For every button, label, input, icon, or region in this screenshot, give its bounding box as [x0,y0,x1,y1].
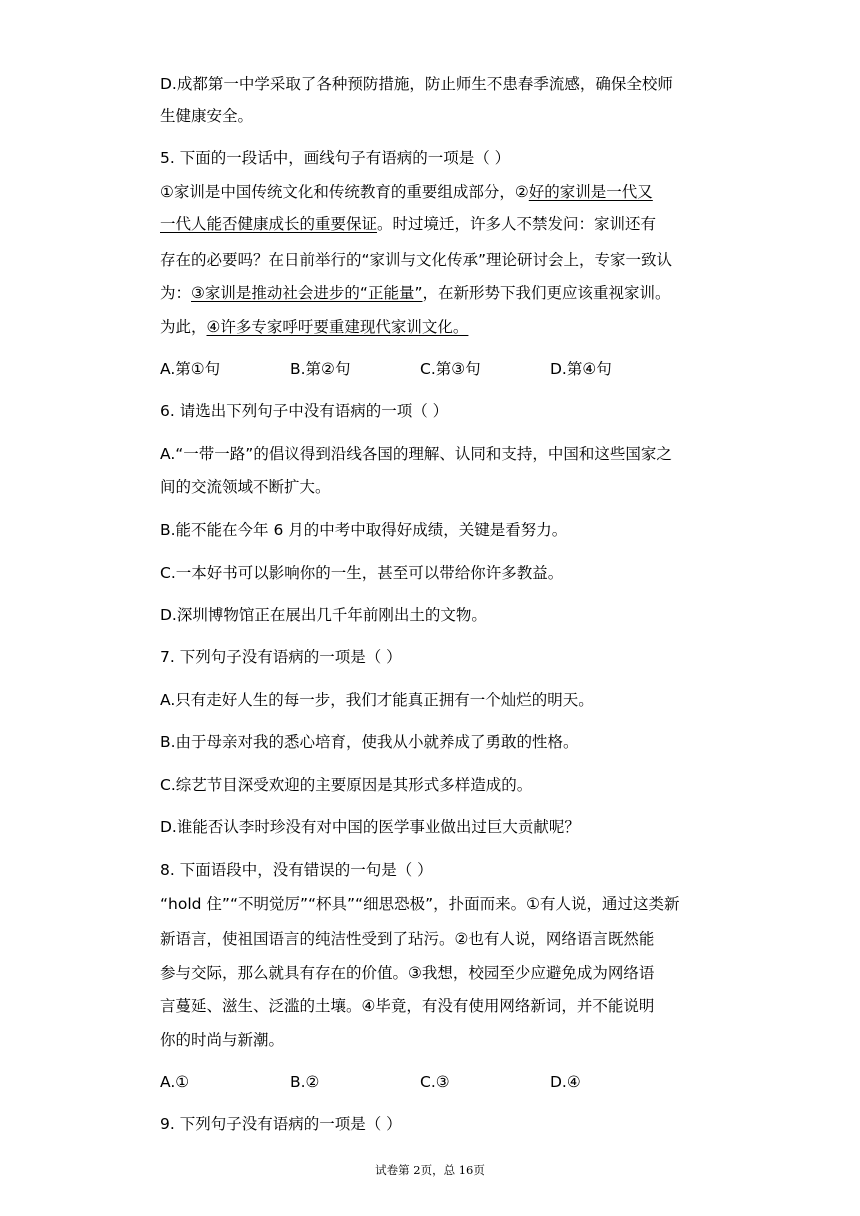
q8-option-d: D.④ [550,1073,581,1091]
q5-passage-text: 。时过境迁，许多人不禁发问：家训还有 [377,215,657,233]
q8-passage-line2: 新语言，使祖国语言的纯洁性受到了玷污。②也有人说，网络语言既然能 [160,930,655,948]
q8-passage-line4: 言蔓延、滋生、泛滥的土壤。④毕竟，有没有使用网络新词，并不能说明 [160,997,655,1015]
q9-stem: 9. 下列句子没有语病的一项是（ ） [160,1115,402,1133]
q5-passage-line2 [160,214,656,234]
q5-passage-line4 [160,283,671,303]
q5-option-d: D.第④句 [550,360,612,378]
q6-stem: 6. 请选出下列句子中没有语病的一项（ ） [160,402,449,420]
q5-passage-text: 为此， [160,318,207,336]
q6-option-a-line1: A.“一带一路”的倡议得到沿线各国的理解、认同和支持，中国和这些国家之 [160,445,672,463]
q7-option-d: D.谁能否认李时珍没有对中国的医学事业做出过巨大贡献呢？ [160,818,580,836]
q5-passage-text: ①家训是中国传统文化和传统教育的重要组成部分，② [160,183,529,201]
q7-option-b: B.由于母亲对我的悉心培育，使我从小就养成了勇敢的性格。 [160,733,579,751]
q5-underlined-sentence-4: ④许多专家呼吁要重建现代家训文化。 [206,318,469,336]
q6-option-b: B.能不能在今年 6 月的中考中取得好成绩，关键是看努力。 [160,521,568,539]
q6-option-c: C.一本好书可以影响你的一生，甚至可以带给你许多教益。 [160,564,564,582]
q7-option-a: A.只有走好人生的每一步，我们才能真正拥有一个灿烂的明天。 [160,691,594,709]
q4-option-d-line2: 生健康安全。 [160,107,254,125]
q5-option-a: A.第①句 [160,360,221,378]
q8-option-c: C.③ [420,1073,450,1091]
q6-option-a-line2: 间的交流领域不断扩大。 [160,478,331,496]
q5-passage-line1 [160,182,653,202]
q7-option-c: C.综艺节目深受欢迎的主要原因是其形式多样造成的。 [160,776,533,794]
q8-passage-line1: “hold 住”“不明觉厉”“杯具”“细思恐极”，扑面而来。①有人说，通过这类新 [160,895,680,913]
q8-passage-line5: 你的时尚与新潮。 [160,1031,285,1049]
q5-stem: 5. 下面的一段话中，画线句子有语病的一项是（ ） [160,149,511,167]
q8-option-a: A.① [160,1073,190,1091]
q5-passage-line3: 存在的必要吗？在日前举行的“家训与文化传承”理论研讨会上，专家一致认 [160,251,673,269]
q5-passage-text: 为： [160,284,192,302]
q6-option-d: D.深圳博物馆正在展出几千年前刚出土的文物。 [160,606,487,624]
page-footer: 试卷第 2页，总 16页 [375,1163,485,1177]
q5-option-c: C.第③句 [420,360,481,378]
q5-underlined-sentence-2: 好的家训是一代又 [528,183,653,201]
q4-option-d-line1: D.成都第一中学采取了各种预防措施，防止师生不患春季流感，确保全校师 [160,75,673,93]
q8-option-b: B.② [290,1073,320,1091]
q5-passage-text: ，在新形势下我们更应该重视家训。 [422,284,671,302]
q5-passage-line5 [160,317,468,337]
q7-stem: 7. 下列句子没有语病的一项是（ ） [160,648,402,666]
q5-underlined-sentence-2-cont: 一代人能否健康成长的重要保证 [160,215,378,233]
q5-option-b: B.第②句 [290,360,351,378]
q8-passage-line3: 参与交际，那么就具有存在的价值。③我想，校园至少应避免成为网络语 [160,964,655,982]
q5-underlined-sentence-3: ③家训是推动社会进步的“正能量” [191,284,423,302]
q8-stem: 8. 下面语段中，没有错误的一句是（ ） [160,861,433,879]
